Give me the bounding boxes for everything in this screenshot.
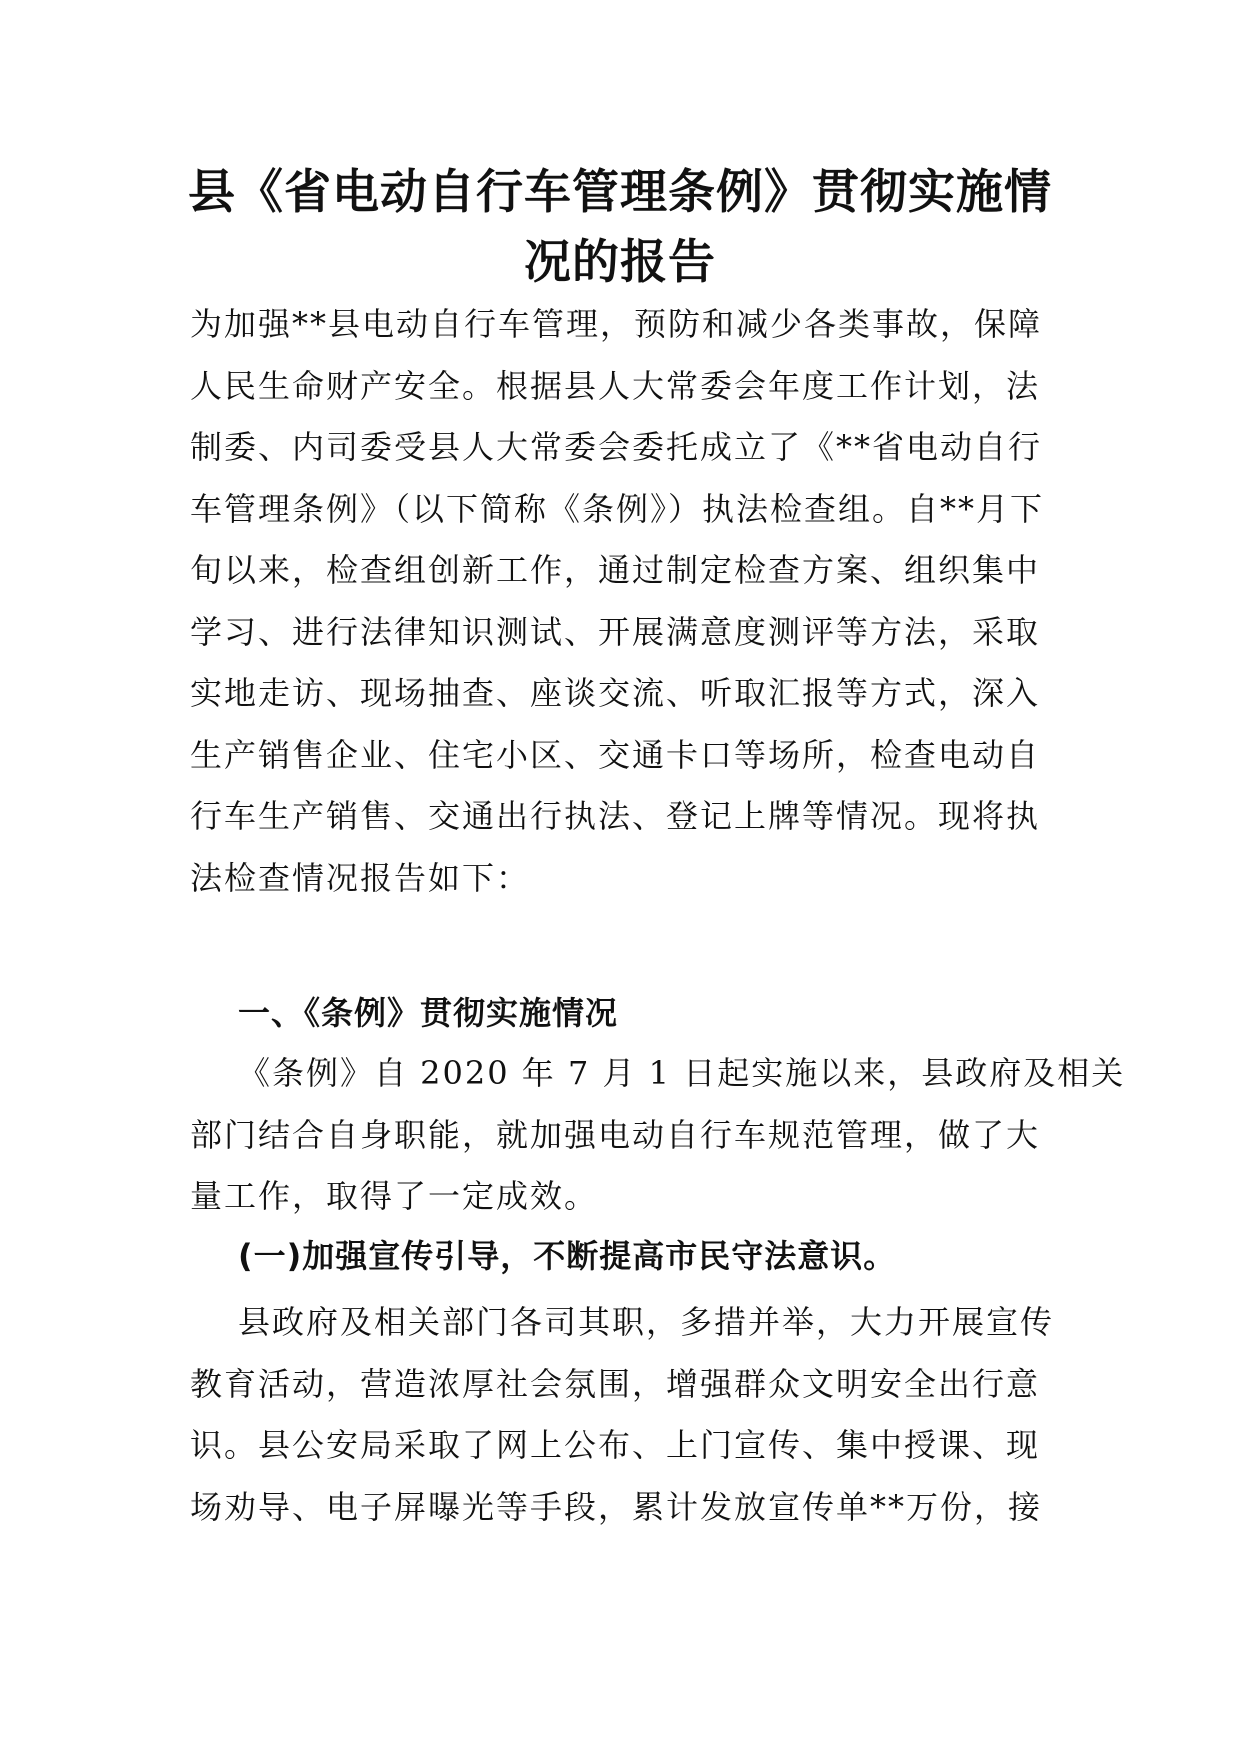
title-line: 县《省电动自行车管理条例》贯彻实施情: [188, 165, 1052, 220]
text-line: 实地走访、现场抽查、座谈交流、听取汇报等方式，深入: [190, 674, 1041, 712]
text-line: 量工作，取得了一定成效。: [190, 1177, 599, 1215]
section-paragraph: [190, 1043, 1126, 1228]
text-line: 车管理条例》（以下简称《条例》）执法检查组。自**月下: [190, 489, 1045, 528]
text-line: 制委、内司委受县人大常委会委托成立了《**省电动自行: [190, 428, 1043, 466]
subsection-paragraph: [190, 1292, 1055, 1538]
subsection-heading: (一)加强宣传引导，不断提高市民守法意识。: [238, 1237, 897, 1275]
text-line: 生产销售企业、住宅小区、交通卡口等场所，检查电动自: [190, 735, 1041, 774]
text-line: 识。县公安局采取了网上公布、上门宣传、集中授课、现: [190, 1426, 1041, 1464]
text-line: 场劝导、电子屏曝光等手段，累计发放宣传单**万份，接: [190, 1487, 1043, 1526]
text-line: 法检查情况报告如下：: [190, 858, 531, 897]
section-heading: 一、《条例》贯彻实施情况: [238, 994, 619, 1032]
title-line: 况的报告: [524, 235, 716, 290]
text-line: 行车生产销售、交通出行执法、登记上牌等情况。现将执: [190, 797, 1041, 835]
text-line: 县政府及相关部门各司其职，多措并举，大力开展宣传: [238, 1303, 1055, 1341]
text-line: 学习、进行法律知识测试、开展满意度测评等方法，采取: [190, 612, 1041, 651]
text-line: 为加强**县电动自行车管理，预防和减少各类事故，保障: [190, 305, 1043, 343]
intro-paragraph: [190, 294, 1050, 909]
text-line: 旬以来，检查组创新工作，通过制定检查方案、组织集中: [190, 551, 1041, 589]
text-line: 《条例》自 2020 年 7 月 1 日起实施以来，县政府及相关: [238, 1054, 1126, 1092]
document-title: [150, 158, 1090, 298]
text-line: 部门结合自身职能，就加强电动自行车规范管理，做了大: [190, 1115, 1041, 1154]
text-line: 教育活动，营造浓厚社会氛围，增强群众文明安全出行意: [190, 1364, 1041, 1403]
text-line: 人民生命财产安全。根据县人大常委会年度工作计划，法: [190, 366, 1041, 405]
